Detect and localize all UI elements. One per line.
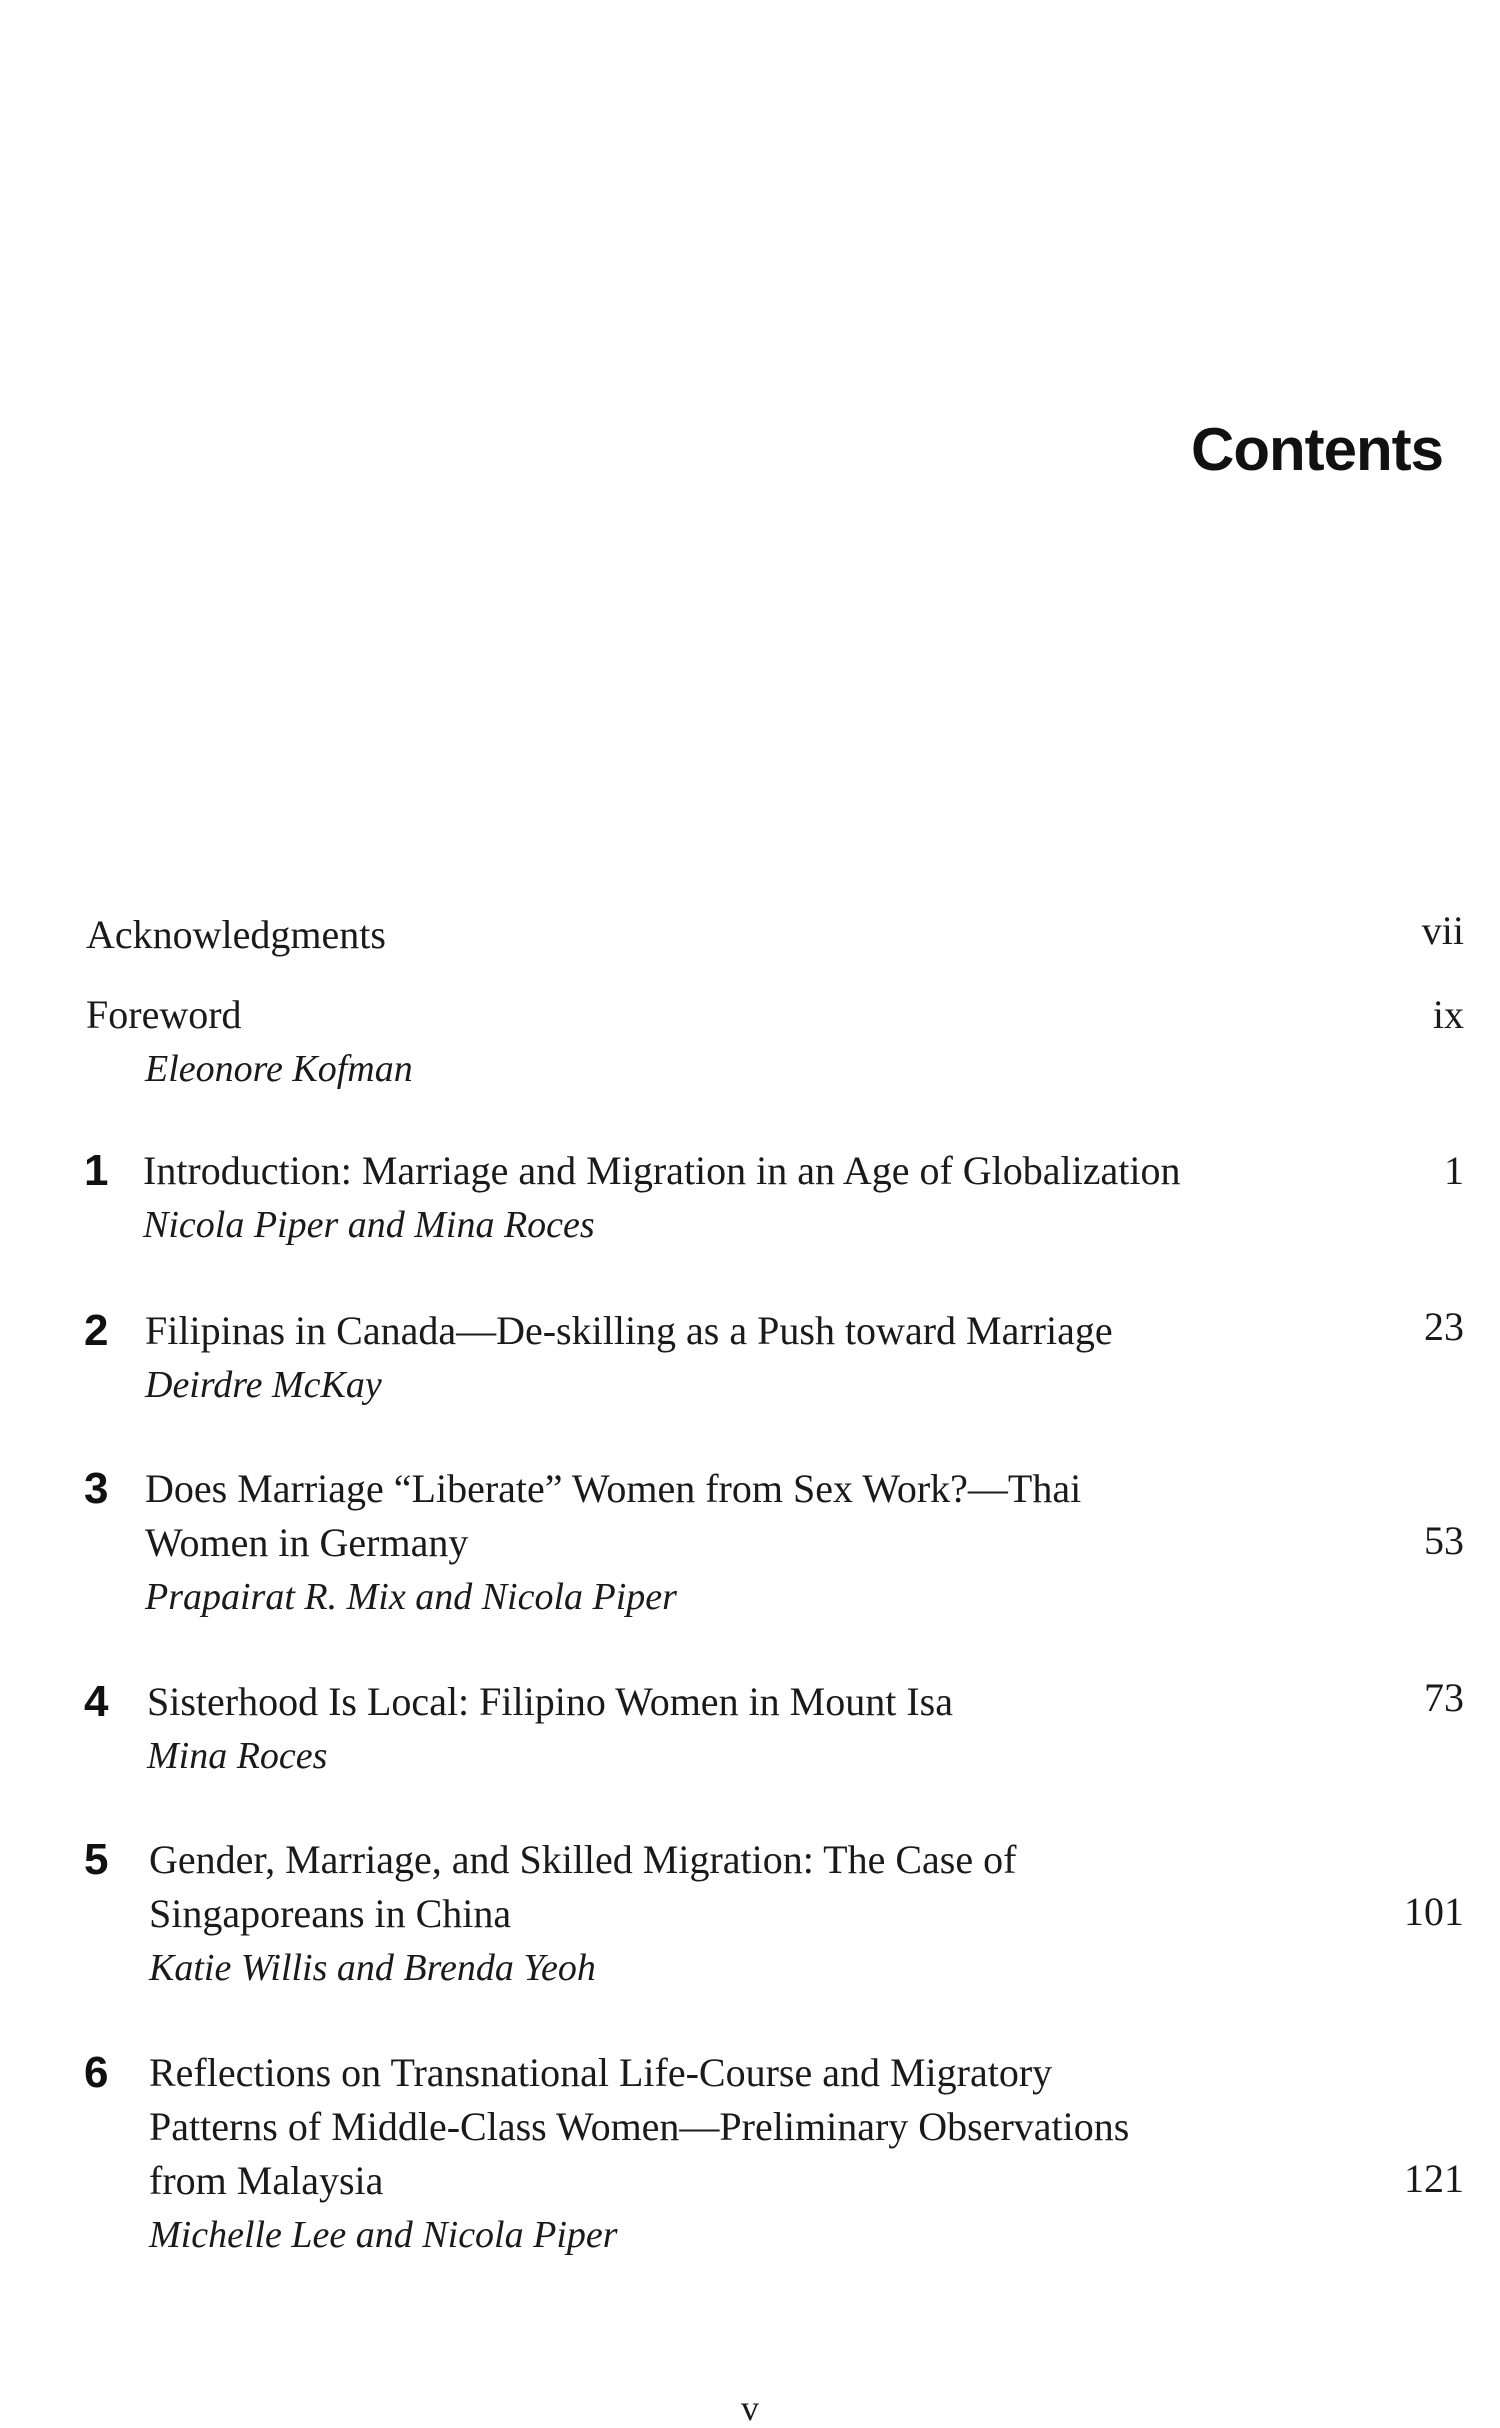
- chapter-title-line: Gender, Marriage, and Skilled Migration: The Case of: [149, 1837, 1017, 1882]
- chapter-author: Michelle Lee and Nicola Piper: [149, 2214, 618, 2256]
- chapter-number: 4: [84, 1677, 109, 1726]
- chapter-author: Nicola Piper and Mina Roces: [143, 1204, 595, 1246]
- chapter-title-line: Does Marriage “Liberate” Women from Sex Work?—Thai: [145, 1466, 1082, 1511]
- chapter-author: Deirdre McKay: [145, 1364, 382, 1406]
- chapter-number: 3: [84, 1464, 109, 1513]
- chapter-title-line: Sisterhood Is Local: Filipino Women in Mount Isa: [147, 1679, 953, 1724]
- chapter-page-number: 101: [1404, 1889, 1464, 1934]
- chapter-page-number: 23: [1424, 1304, 1464, 1349]
- entry-title: Foreword: [86, 992, 242, 1037]
- chapter-title-line: Patterns of Middle-Class Women—Preliminary Observations: [149, 2104, 1130, 2149]
- page-folio: v: [741, 2388, 759, 2428]
- chapter-author: Mina Roces: [147, 1735, 328, 1777]
- chapter-author: Katie Willis and Brenda Yeoh: [149, 1947, 596, 1989]
- chapter-title-line: Reflections on Transnational Life-Course and Migratory: [149, 2050, 1053, 2095]
- chapter-page-number: 121: [1404, 2156, 1464, 2201]
- chapter-author: Prapairat R. Mix and Nicola Piper: [145, 1576, 677, 1618]
- chapter-number: 2: [84, 1306, 109, 1355]
- chapter-title-line: Women in Germany: [145, 1520, 469, 1565]
- chapter-title-line: from Malaysia: [149, 2158, 384, 2203]
- chapter-page-number: 73: [1424, 1675, 1464, 1720]
- chapter-page-number: 53: [1424, 1518, 1464, 1563]
- page-title: Contents: [1191, 416, 1443, 483]
- chapter-number: 6: [84, 2048, 109, 2097]
- entry-author: Eleonore Kofman: [145, 1048, 413, 1090]
- chapter-page-number: 1: [1444, 1148, 1464, 1193]
- chapter-number: 1: [84, 1146, 109, 1195]
- entry-page-number: ix: [1432, 992, 1464, 1037]
- entry-page-number: vii: [1421, 908, 1464, 953]
- chapter-title-line: Filipinas in Canada—De-skilling as a Push toward Marriage: [145, 1308, 1113, 1353]
- entry-title: Acknowledgments: [86, 912, 386, 957]
- chapter-title-line: Introduction: Marriage and Migration in an Age of Globalization: [143, 1148, 1181, 1193]
- chapter-title-line: Singaporeans in China: [149, 1891, 512, 1936]
- chapter-number: 5: [84, 1835, 109, 1884]
